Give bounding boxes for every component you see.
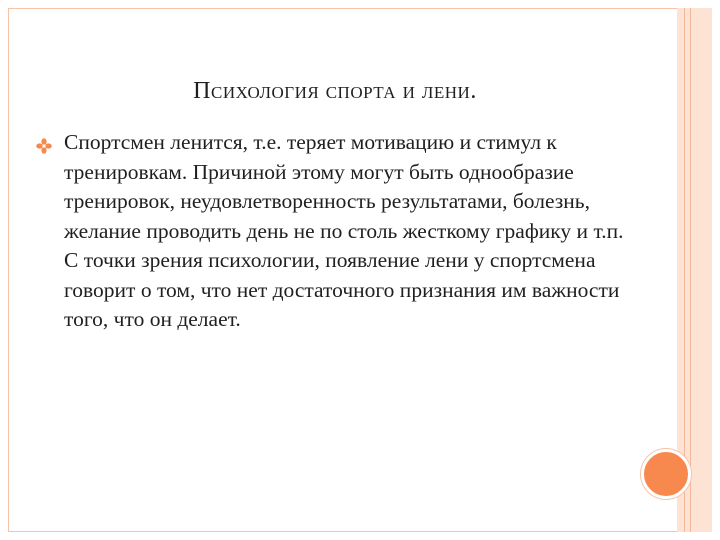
right-decorative-band bbox=[677, 8, 712, 532]
bullet-item bbox=[36, 128, 626, 335]
decorative-circle bbox=[641, 449, 691, 499]
flower-bullet-icon bbox=[36, 138, 52, 154]
right-rule-line bbox=[690, 8, 691, 532]
bullet-text: Спортсмен ленится, т.е. теряет мотивацию и стимул к тренировкам. Причиной этому могут быть однообразие тренировок, неудовлетворенность результатами, болезнь, желание проводить день не по столь жесткому графику и т.п. С точки зрения психологии, появление лени у спортсмена говорит о том, что нет достаточного признания им важности того, что он делает. bbox=[64, 130, 624, 331]
right-rule-line bbox=[684, 8, 685, 532]
slide-title: Психология спорта и лени. bbox=[193, 78, 477, 104]
